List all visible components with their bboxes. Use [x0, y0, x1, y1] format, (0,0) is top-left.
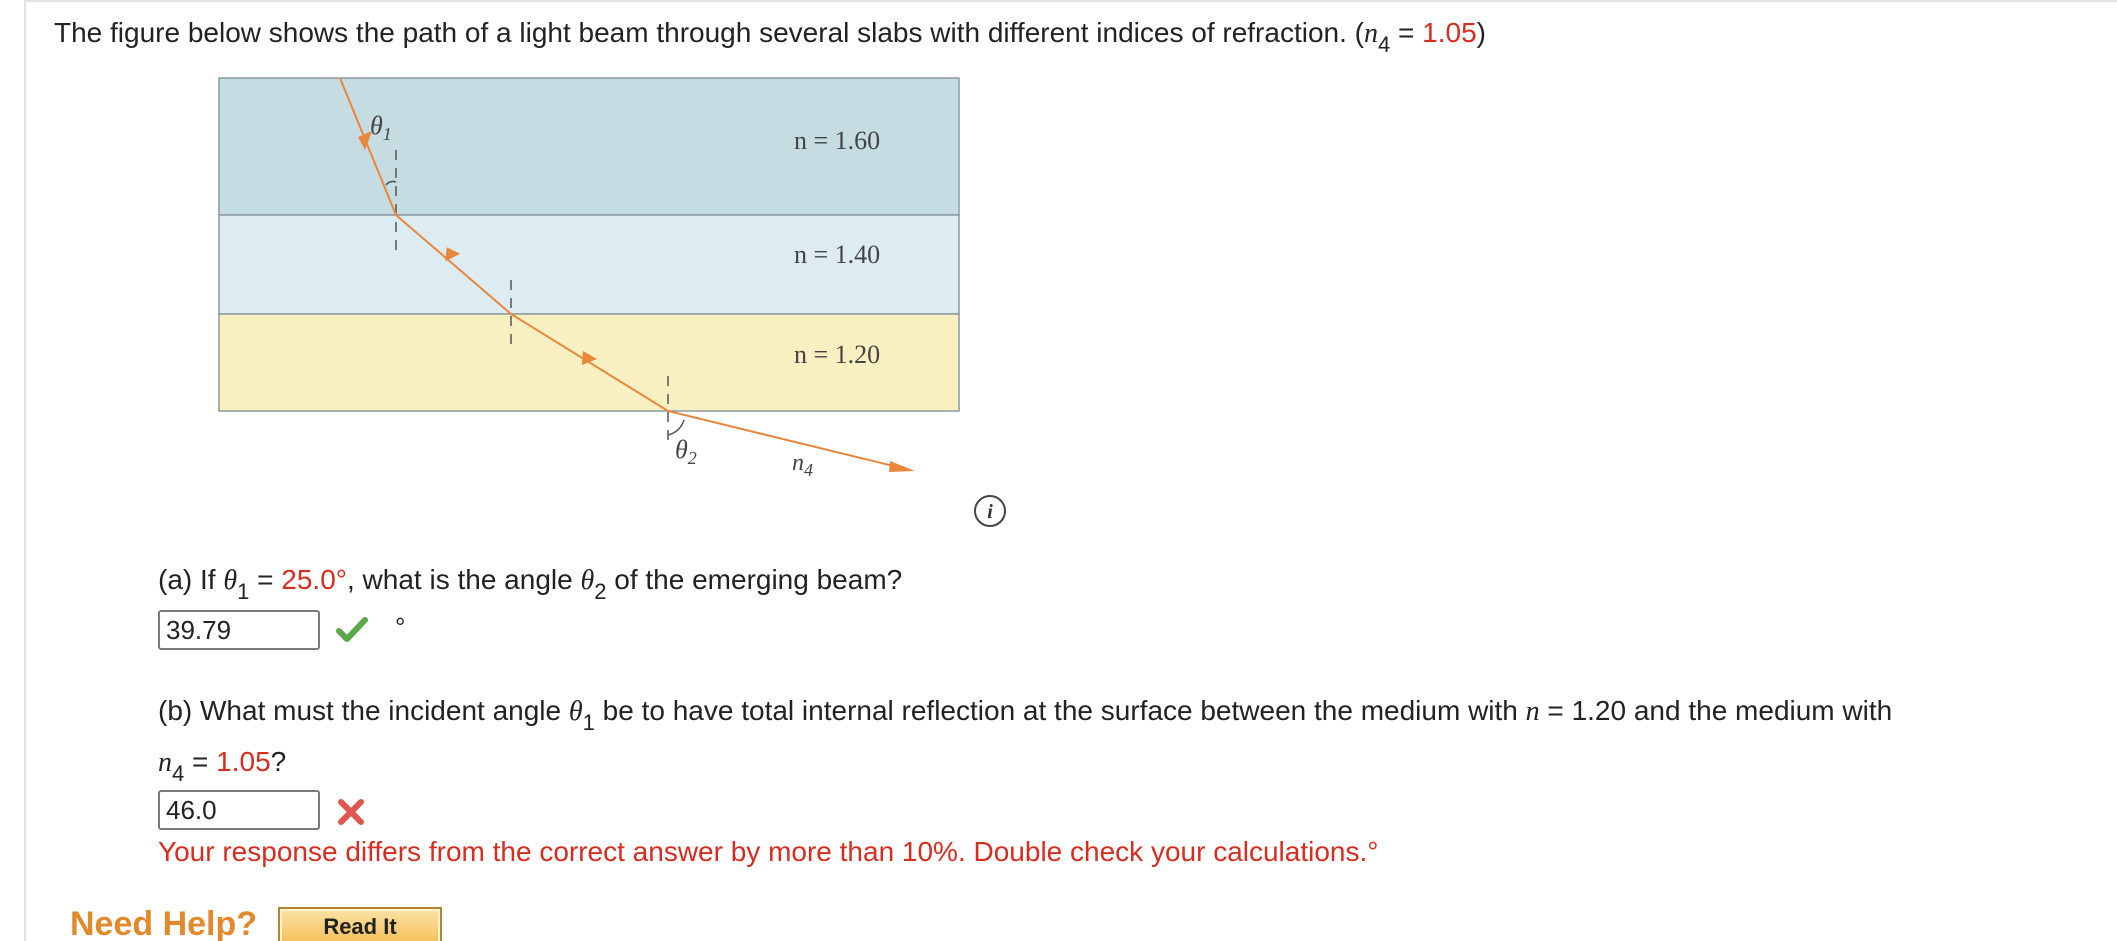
qb-theta1: θ [568, 696, 583, 727]
qb-n4-var: n [158, 747, 172, 778]
answer-b-input[interactable] [158, 790, 320, 830]
label-n160: n = 1.60 [794, 126, 881, 155]
intro-close: ) [1476, 17, 1486, 48]
intro-text: The figure below shows the path of a light beam through several slabs with different indices of refraction. ( [54, 17, 1364, 48]
qa-theta1-value: 25.0° [281, 564, 347, 595]
qa-theta1: θ [223, 565, 238, 596]
problem-intro [54, 16, 1486, 57]
svg-text:i: i [987, 501, 993, 523]
qb-n-var: n [1525, 696, 1540, 727]
qb-theta1-sub: 1 [582, 710, 595, 735]
refraction-diagram [210, 70, 970, 490]
qa-theta1-sub: 1 [237, 579, 250, 604]
info-icon[interactable] [973, 494, 1007, 533]
check-icon [336, 616, 368, 649]
qa-mid: , what is the angle [346, 564, 581, 595]
label-n4: $n_4$ [792, 450, 813, 480]
label-n140: n = 1.40 [794, 240, 881, 269]
qa-eq: = [249, 564, 282, 595]
qb-n4-value: 1.05 [216, 746, 271, 777]
label-n120: n = 1.20 [794, 340, 881, 369]
intro-n4-value: 1.05 [1422, 17, 1477, 48]
question-b [158, 694, 1893, 735]
feedback-message: Your response differs from the correct answer by more than 10%. Double check your calculations.° [158, 836, 1379, 867]
qa-theta2-sub: 2 [594, 579, 607, 604]
answer-a-input[interactable] [158, 610, 320, 650]
label-theta2: $\theta_2$ [675, 435, 697, 468]
qa-theta2: θ [580, 565, 595, 596]
qb-prefix: (b) What must the incident angle [158, 695, 569, 726]
question-b-line2 [158, 745, 287, 786]
x-icon [336, 797, 366, 832]
need-help-label: Need Help? [70, 905, 258, 941]
intro-n-sub: 4 [1377, 32, 1391, 57]
theta2-arc [668, 420, 684, 435]
answer-a-unit: ° [395, 612, 406, 642]
qb-n-eq: = 1.20 and the medium with [1539, 695, 1893, 726]
qb-mid: be to have total internal reflection at the surface between the medium with [594, 695, 1526, 726]
qb-n4-sub: 4 [172, 761, 185, 786]
beam-arrow-4 [889, 461, 915, 472]
refraction-figure [210, 70, 970, 495]
qb-n4-end: ? [270, 746, 287, 777]
question-a [158, 563, 903, 604]
qa-prefix: (a) If [158, 564, 224, 595]
read-it-button[interactable]: Read It [278, 907, 442, 941]
intro-eq: = [1390, 17, 1423, 48]
intro-n-var: n [1363, 18, 1378, 49]
qa-suffix: of the emerging beam? [606, 564, 903, 595]
label-theta1: $\theta_1$ [370, 111, 392, 144]
qb-n4-eq: = [184, 746, 217, 777]
